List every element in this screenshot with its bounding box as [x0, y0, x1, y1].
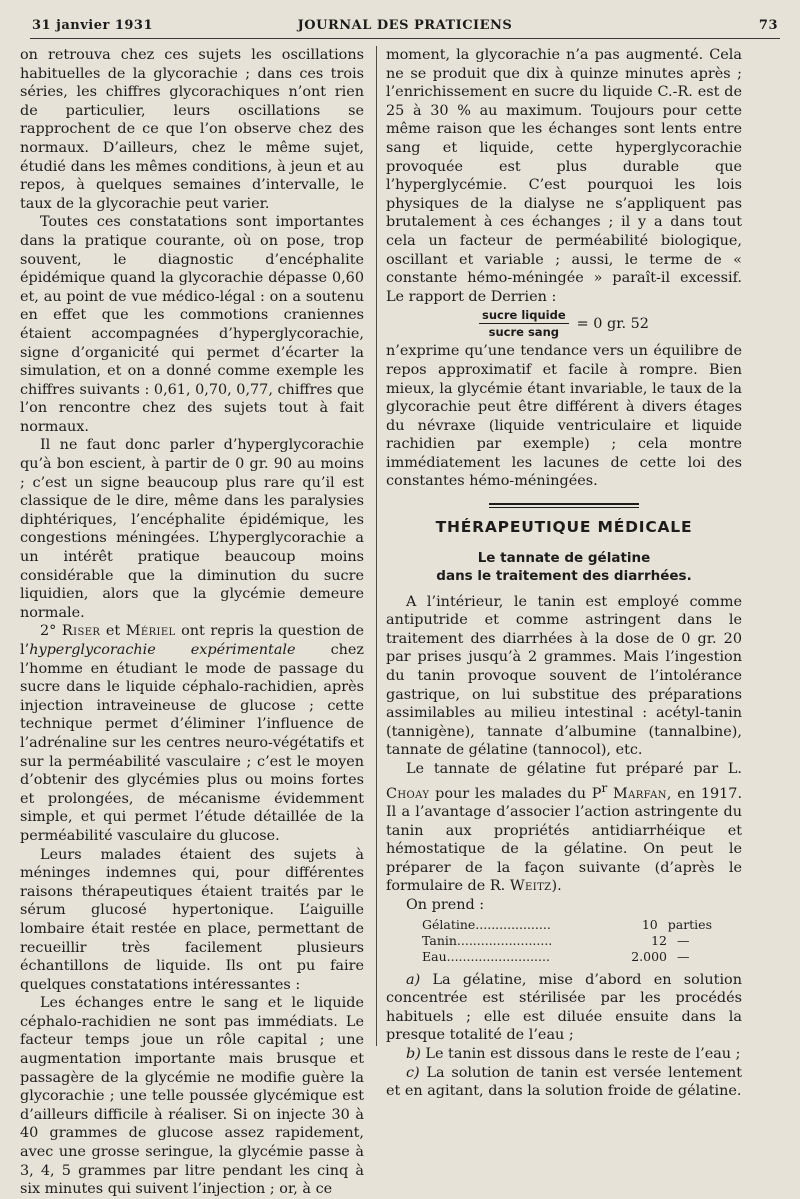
issue-date: 31 janvier 1931 — [32, 18, 154, 33]
step-a — [386, 971, 742, 1045]
paragraph: n’exprime qu’une tendance vers un équilibre de repos approximatif et facile à rompre. Bien mieux, la glycémie étant invariable, le taux de la glycorachie peut être différent à divers étages du névraxe (liquide ventriculaire et liquide rachidien par exemple) ; cela montre immédiatement les lacunes de cette loi des constantes hémo-méningées. — [386, 343, 742, 490]
step-text: La gélatine, mise d’abord en solution concentrée est stérilisée par les procédés habituels ; elle est diluée ensuite dans la presque totalité de l’eau ; — [386, 971, 742, 1044]
paragraph: on retrouva chez ces sujets les oscillations habituelles de la glycorachie ; dans ces trois séries, les chiffres glycorachiques n’ont rien de particulier, leurs oscillations se rapprochent de ce que l’on observe chez des normaux. D’ailleurs, chez le même sujet, étudié dans les mêmes conditions, à jeun et au repos, à quelques semaines d’intervalle, le taux de la glycorachie peut varier. — [20, 47, 364, 212]
ingredient-row — [422, 949, 712, 965]
ingredient-unit: — — [677, 932, 690, 948]
section-divider — [489, 503, 639, 508]
denominator: sucre sang — [488, 325, 559, 340]
step-text: La solution de tanin est versée lentement et en agitant, dans la solution froide de gélatine. — [386, 1064, 743, 1100]
paragraph-choay — [386, 760, 742, 896]
text-run: , en 1917. Il a l’avantage d’associer l’action astringente du tanin aux propriétés antidiarrhéique et hémostatique de la gélatine. On peut le préparer de la façon suivante (d’après le formulaire de R. — [386, 785, 743, 895]
item-number: 2° — [40, 623, 57, 640]
paragraph: Il ne faut donc parler d’hyperglycorachie qu’à bon escient, à partir de 0 gr. 90 au moins ; c’est un signe beaucoup plus rare qu’il est classique de le dire, même dans les paralysies diphtériques, l’encéphalite épidémique, les congestions méningées. L’hyperglycorachie a un intérêt pratique beaucoup moins considérable que la diminution du sucre liquidien, alors que la glycémie demeure normale. — [20, 437, 364, 621]
ingredient-row — [422, 933, 712, 949]
ingredient-name: Tanin........................ — [422, 932, 553, 948]
paragraph: Les échanges entre le sang et le liquide céphalo-rachidien ne sont pas immédiats. Le facteur temps joue un rôle capital ; une augmentation importante mais brusque et passagère de la glycémie ne modifie guère la glycorachie ; une telle poussée glycémique est d’ailleurs difficile à réaliser. Si on injecte 30 à 40 grammes de glucose assez rapidement, avec une grosse seringue, la glycémie passe à 3, 4, 5 grammes par litre pendant les cinq à six minutes qui suivent l’injection ; or, à ce — [20, 995, 364, 1198]
text-run: pour les malades du — [435, 785, 586, 802]
on-prend-label: On prend : — [406, 896, 485, 913]
step-b — [386, 1045, 742, 1064]
author-name: Riser — [61, 623, 101, 640]
ingredient-qty: 2.000 — [631, 948, 667, 964]
title-abbrev: P — [591, 785, 602, 802]
ingredient-row — [422, 917, 712, 933]
step-label: a) — [406, 971, 421, 988]
ingredient-unit: — — [677, 948, 690, 964]
ingredient-qty: 10 — [641, 916, 658, 932]
paragraph: moment, la glycorachie n’a pas augmenté. Cela ne se produit que dix à quinze minutes après ; l’enrichissement en sucre du liquide C.-R. est de 25 à 30 % au maximum. Toujours pour cette même raison que les échanges sont lents entre sang et liquide, cette hyperglycorachie provoquée est plus durable que l’hyperglycémie. C’est pourquoi les lois physiques de la dialyse ne s’appliquent pas brutalement à ces échanges ; il y a dans tout cela un facteur de perméabilité biologique, oscillant et variable ; aussi, le terme de « constante hémo-méningée » paraît-il excessif. Le rapport de Derrien : — [386, 47, 742, 305]
text-run: chez l’homme en étudiant le mode de passage du sucre dans le liquide céphalo-rachidien, après injection intraveineuse de glucose ; cette technique permet d’éliminer l’influence de l’adrénaline sur les centres neuro-végétatifs et sur la perméabilité vasculaire ; c’est le moyen d’obtenir des glycémies plus ou moins fortes et prolongées, de mécanisme évidemment simple, et qui permet l’étude détaillée de la perméabilité vasculaire du glucose. — [20, 642, 364, 844]
column-divider — [376, 46, 377, 1046]
paragraph: Toutes ces constatations sont importantes dans la pratique courante, où on pose, trop souvent, le diagnostic d’encéphalite épidémique quand la glycorachie dépasse 0,60 et, au point de vue médico-légal : on a soutenu en effet que les commotions craniennes étaient accompagnées d’hyperglycorachie, signe d’organicité qui permet d’écarter la simulation, et on a donné comme exemple les chiffres suivants : 0,61, 0,70, 0,77, chiffres que l’on rencontre chez des sujets tout à fait normaux. — [20, 214, 364, 435]
text-run: ont repris la question de l’ — [20, 623, 365, 658]
running-head — [30, 16, 780, 39]
italic-term: hyperglycorachie expérimentale — [29, 642, 296, 658]
ingredient-qty: 12 — [651, 932, 667, 948]
journal-title: JOURNAL DES PRATICIENS — [297, 18, 513, 33]
author-name: Marfan — [612, 785, 667, 802]
paragraph-riser-meriel — [20, 622, 364, 845]
title-abbrev-sup: r — [601, 780, 608, 795]
text-run: Le tannate de gélatine fut préparé par L. — [406, 761, 742, 777]
ingredient-name: Eau.......................... — [422, 948, 550, 964]
step-label: b) — [406, 1045, 421, 1062]
derrien-ratio — [386, 308, 742, 339]
conjunction: et — [105, 623, 121, 640]
step-c — [386, 1064, 742, 1101]
fraction — [479, 308, 569, 339]
author-name: Choay — [386, 785, 430, 802]
right-column — [386, 46, 742, 1101]
article-title-line: Le tannate de gélatine — [477, 549, 651, 566]
paragraph: Leurs malades étaient des sujets à méninges indemnes qui, pour différentes raisons thérapeutiques étaient traités par le sérum glucosé hypertonique. L’aiguille lombaire était restée en place, permettant de recueillir très facilement plusieurs échantillons de liquide. Ils ont pu faire quelques constatations intéressantes : — [20, 846, 364, 993]
ingredient-name: Gélatine................... — [422, 916, 551, 932]
author-name: Mériel — [125, 623, 176, 640]
paragraph: A l’intérieur, le tanin est employé comme antiputride et comme astringent dans le traitement des diarrhées à la dose de 0 gr. 20 par prises jusqu’à 2 grammes. Mais l’ingestion du tanin provoque souvent de l’intolérance gastrique, on lui substitue des préparations assimilables au milieu intestinal : acétyl-tanin (tannigène), tannate d’albumine (tannalbine), tannate de gélatine (tannocol), etc. — [386, 593, 742, 759]
ingredient-list — [422, 917, 742, 965]
left-column — [20, 46, 364, 1199]
article-title-line: dans le traitement des diarrhées. — [436, 567, 692, 584]
section-title: THÉRAPEUTIQUE MÉDICALE — [435, 518, 693, 537]
step-label: c) — [406, 1064, 420, 1081]
step-text: Le tanin est dissous dans le reste de l’eau ; — [425, 1045, 741, 1062]
numerator: sucre liquide — [479, 308, 569, 324]
author-name: Weitz — [509, 878, 552, 895]
page-number: 73 — [758, 18, 778, 33]
ratio-value: = 0 gr. 52 — [576, 315, 649, 332]
article-title — [386, 549, 742, 585]
text-run: ). — [551, 878, 562, 895]
ingredient-unit: parties — [667, 916, 712, 932]
